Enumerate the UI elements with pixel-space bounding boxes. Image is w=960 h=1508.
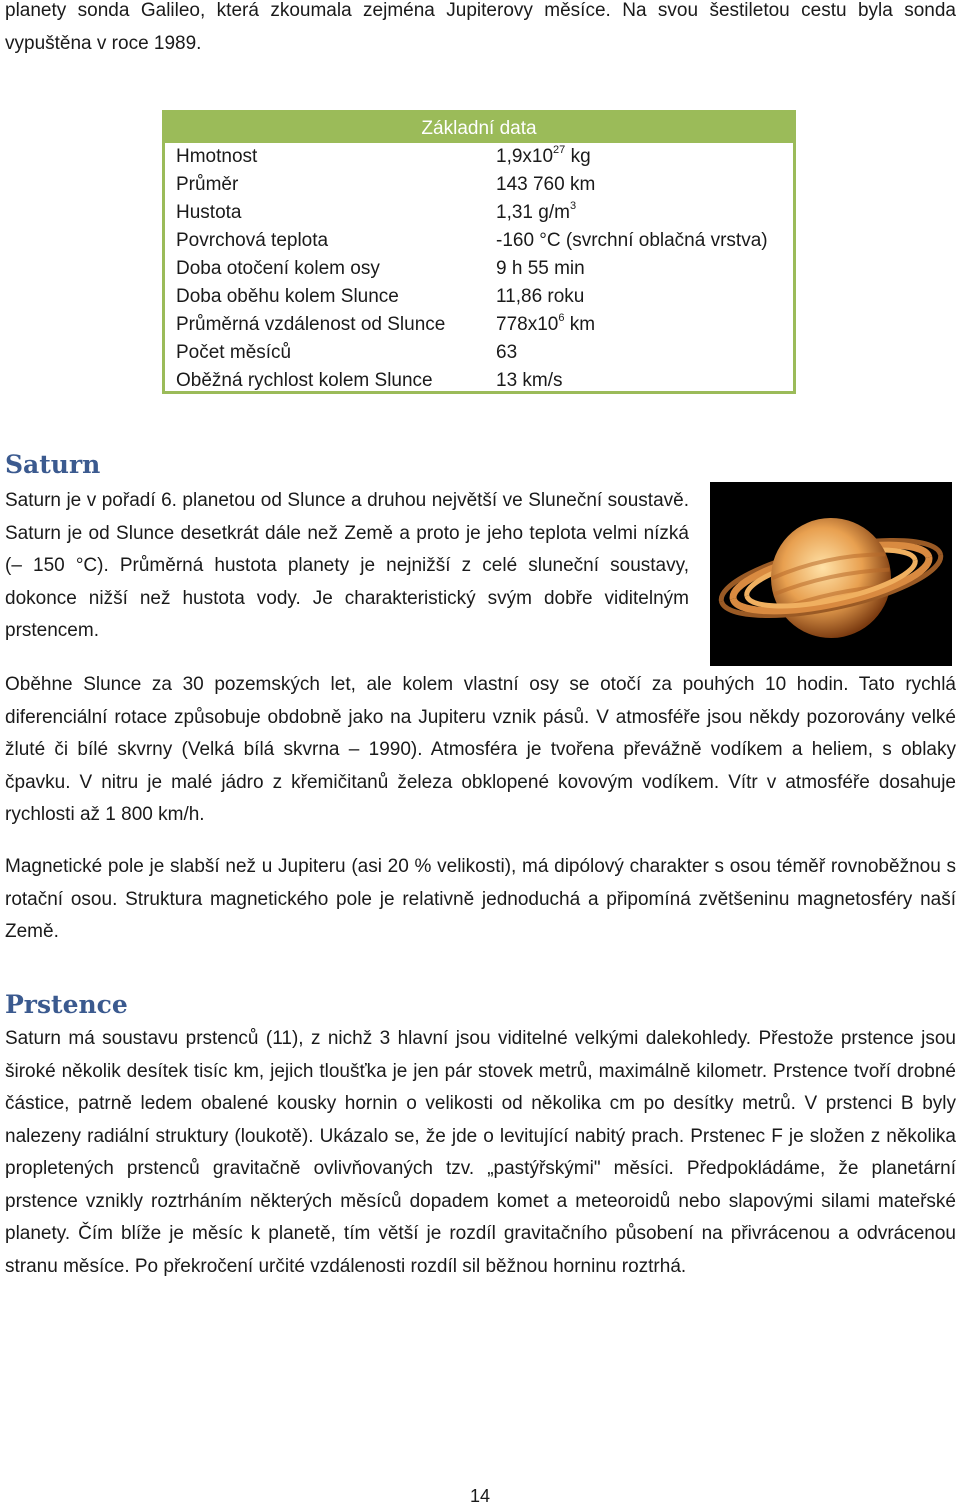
row-label: Oběžná rychlost kolem Slunce (176, 370, 433, 391)
table-title: Základní data (165, 113, 793, 143)
row-label: Hmotnost (176, 146, 258, 167)
row-value: 143 760 km (496, 174, 596, 195)
table-row (176, 143, 796, 171)
saturn-paragraph: Saturn je v pořadí 6. planetou od Slunce a druhou největší ve Sluneční soustavě. Saturn je od Slunce desetkrát dále než Země a proto je jeho teplota velmi nízká (– 150 °C). Průměrná hustota planety je nejnižší z celé sluneční soustavy, dokonce nižší než hustota vody. Je charakteristický svým dobře viditelným prstencem. (5, 490, 689, 641)
row-value: 63 (496, 342, 518, 363)
table-row (176, 311, 796, 339)
row-label: Průměr (176, 174, 239, 195)
row-value: $778x10^6$ km (496, 312, 596, 335)
table-row (176, 227, 796, 255)
saturn-planet-icon (710, 482, 952, 666)
intro-paragraph: planety sonda Galileo, která zkoumala zejména Jupiterovy měsíce. Na svou šestiletou cestu byla sonda vypuštěna v roce 1989. (5, 0, 956, 54)
row-label: Počet měsíců (176, 342, 292, 363)
row-label: Povrchová teplota (176, 230, 329, 251)
row-value: -160 °C (svrchní oblačná vrstva) (496, 230, 768, 251)
saturn-image (710, 482, 952, 666)
table-row (176, 171, 796, 199)
table-row (176, 255, 796, 283)
row-value: $1,9x10^{27}$ kg (496, 144, 591, 167)
saturn-rotation-paragraph: Oběhne Slunce za 30 pozemských let, ale kolem vlastní osy se otočí za pouhých 10 hodin. Tato rychlá diferenciální rotace způsobuje obdobně jako na Jupiteru vznik pásů. V atmosféře jsou někdy pozorovány velké žluté či bílé skvrny (Velká bílá skvrna – 1990). Atmosféra je tvořena převážně vodíkem a heliem, s oblaky čpavku. V nitru je malé jádro z křemičitanů železa obklopené kovovým vodíkem. Vítr v atmosféře dosahuje rychlosti až 1 800 km/h. (5, 674, 956, 825)
rings-paragraph: Saturn má soustavu prstenců (11), z nichž 3 hlavní jsou viditelné velkými dalekohledy. Přestože prstence jsou široké několik desítek tisíc km, jejich tloušťka je jen pár stovek metrů, maximálně kilometr. Prstence tvoří drobné částice, patrně ledem obalené kousky hornin o velikosti od několika cm po desítky metrů. V prstenci B byly nalezeny radiální struktury (loukotě). Ukázalo se, že jde o levitující nabitý prach. Prstenec F je složen z několika propletených prstenců gravitačně ovlivňovaných tzv. „pastýřskými" měsíci. Předpokládáme, že planetární prstence vznikly roztrháním některých měsíců dopadem komet a meteoroidů nebo slapovými silami mateřské planety. Čím blíže je měsíc k planetě, tím větší je rozdíl gravitačního působení na přivrácenou a odvrácenou stranu měsíce. Po překročení určité vzdálenosti rozdíl sil běžnou horninu roztrhá. (5, 1028, 956, 1277)
row-label: Průměrná vzdálenost od Slunce (176, 314, 446, 335)
saturn-heading: Saturn (5, 450, 101, 479)
rings-heading: Prstence (5, 990, 128, 1019)
row-label: Doba oběhu kolem Slunce (176, 286, 399, 307)
row-value: 11,86 roku (496, 286, 585, 307)
row-label: Hustota (176, 202, 242, 223)
row-value: 13 km/s (496, 370, 563, 391)
basic-data-table (162, 110, 796, 394)
table-row (176, 339, 796, 367)
table-row (176, 199, 796, 227)
page-number: 14 (469, 1486, 491, 1506)
table-row (176, 283, 796, 311)
saturn-magnetic-paragraph: Magnetické pole je slabší než u Jupiteru (asi 20 % velikosti), má dipólový charakter s osou téměř rovnoběžnou s rotační osou. Struktura magnetického pole je relativně jednoduchá a připomíná zvětšeninu magnetosféry naší Země. (5, 856, 956, 942)
table-row (176, 367, 796, 395)
row-value: 1,31 $g/m^3$ (496, 200, 577, 223)
row-label: Doba otočení kolem osy (176, 258, 380, 279)
row-value: 9 h 55 min (496, 258, 585, 279)
